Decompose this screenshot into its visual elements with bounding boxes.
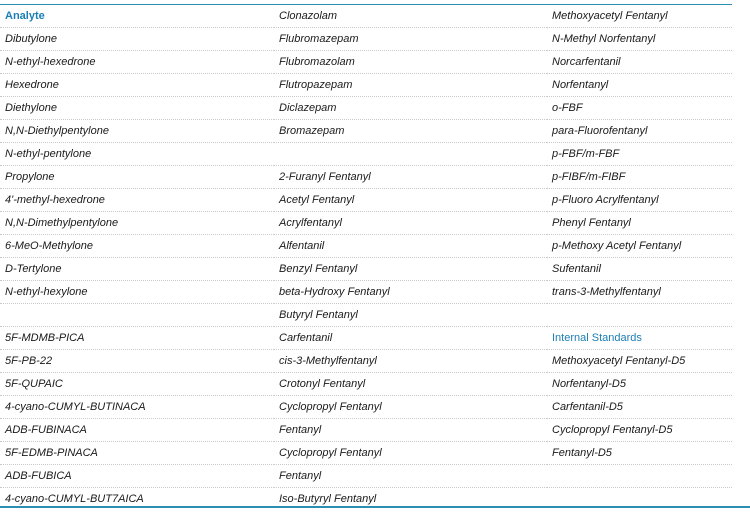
table-row <box>0 465 732 488</box>
table-cell: N-ethyl-pentylone <box>0 143 274 166</box>
table-row <box>0 258 732 281</box>
table-cell: Cyclopropyl Fentanyl <box>274 442 547 465</box>
table-cell: N-ethyl-hexedrone <box>0 51 274 74</box>
table-cell: Norfentanyl-D5 <box>547 373 732 396</box>
table-cell: Alfentanil <box>274 235 547 258</box>
table-row <box>0 327 732 350</box>
table-cell: 4-cyano-CUMYL-BUTINACA <box>0 396 274 419</box>
table-cell: Acetyl Fentanyl <box>274 189 547 212</box>
table-cell: Butyryl Fentanyl <box>274 304 547 327</box>
table-cell: 6-MeO-Methylone <box>0 235 274 258</box>
table-cell: Norfentanyl <box>547 74 732 97</box>
table-cell: Methoxyacetyl Fentanyl-D5 <box>547 350 732 373</box>
table-cell: ADB-FUBICA <box>0 465 274 488</box>
table-cell: Fentanyl <box>274 419 547 442</box>
table-cell: Phenyl Fentanyl <box>547 212 732 235</box>
table-cell: Diethylone <box>0 97 274 120</box>
bottom-rule <box>0 506 750 508</box>
table-cell: Carfentanil <box>274 327 547 350</box>
table-cell: Norcarfentanil <box>547 51 732 74</box>
table-cell: Flubromazolam <box>274 51 547 74</box>
table-cell: p-FBF/m-FBF <box>547 143 732 166</box>
analyte-header: Analyte <box>0 5 274 28</box>
table-cell: Hexedrone <box>0 74 274 97</box>
table-cell: Flutropazepam <box>274 74 547 97</box>
table-cell: Methoxyacetyl Fentanyl <box>547 5 732 28</box>
table-cell: 5F-PB-22 <box>0 350 274 373</box>
table-row <box>0 304 732 327</box>
table-row <box>0 442 732 465</box>
table-cell <box>547 304 732 327</box>
table-cell: Propylone <box>0 166 274 189</box>
table-row <box>0 143 732 166</box>
table-cell: para-Fluorofentanyl <box>547 120 732 143</box>
table-cell: beta-Hydroxy Fentanyl <box>274 281 547 304</box>
table-row <box>0 373 732 396</box>
table-cell: 5F-MDMB-PICA <box>0 327 274 350</box>
table-row <box>0 350 732 373</box>
table-cell <box>274 143 547 166</box>
table-row <box>0 5 732 28</box>
analyte-table-body <box>0 5 732 510</box>
table-cell: 5F-EDMB-PINACA <box>0 442 274 465</box>
table-row <box>0 281 732 304</box>
table-cell: Sufentanil <box>547 258 732 281</box>
table-cell: N-Methyl Norfentanyl <box>547 28 732 51</box>
table-row <box>0 120 732 143</box>
table-cell: N-ethyl-hexylone <box>0 281 274 304</box>
table-cell: trans-3-Methylfentanyl <box>547 281 732 304</box>
table-cell: Carfentanil-D5 <box>547 396 732 419</box>
table-cell: o-FBF <box>547 97 732 120</box>
table-cell <box>0 304 274 327</box>
table-cell: 4-cyano-CUMYL-BUT7AICA <box>5 493 144 505</box>
table-cell: Fentanyl <box>274 465 547 488</box>
table-cell: 5F-QUPAIC <box>0 373 274 396</box>
table-row <box>0 212 732 235</box>
table-cell: Clonazolam <box>274 5 547 28</box>
table-cell: D-Tertylone <box>0 258 274 281</box>
table-cell: 4'-methyl-hexedrone <box>0 189 274 212</box>
table-cell: N,N-Diethylpentylone <box>0 120 274 143</box>
table-row <box>0 235 732 258</box>
table-cell: Benzyl Fentanyl <box>274 258 547 281</box>
table-cell: Flubromazepam <box>274 28 547 51</box>
table-cell: Fentanyl-D5 <box>547 442 732 465</box>
table-row <box>0 28 732 51</box>
table-cell: Cyclopropyl Fentanyl <box>274 396 547 419</box>
table-row <box>0 51 732 74</box>
table-cell <box>547 465 732 488</box>
table-cell: Iso-Butyryl Fentanyl <box>279 493 377 505</box>
analyte-table <box>0 5 732 510</box>
table-row <box>0 166 732 189</box>
table-cell: Bromazepam <box>274 120 547 143</box>
table-cell: p-FIBF/m-FIBF <box>547 166 732 189</box>
table-cell: Diclazepam <box>274 97 547 120</box>
table-cell: cis-3-Methylfentanyl <box>274 350 547 373</box>
table-row <box>0 419 732 442</box>
table-cell: Dibutylone <box>0 28 274 51</box>
internal-standards-header: Internal Standards <box>547 327 732 350</box>
table-cell: N,N-Dimethylpentylone <box>0 212 274 235</box>
table-row <box>0 189 732 212</box>
table-row <box>0 396 732 419</box>
table-row <box>0 74 732 97</box>
table-cell: Crotonyl Fentanyl <box>274 373 547 396</box>
table-cell: ADB-FUBINACA <box>0 419 274 442</box>
table-cell: Acrylfentanyl <box>274 212 547 235</box>
table-row <box>0 97 732 120</box>
table-cell: 2-Furanyl Fentanyl <box>274 166 547 189</box>
table-cell: Cyclopropyl Fentanyl-D5 <box>547 419 732 442</box>
table-cell: p-Fluoro Acrylfentanyl <box>547 189 732 212</box>
table-cell: p-Methoxy Acetyl Fentanyl <box>547 235 732 258</box>
